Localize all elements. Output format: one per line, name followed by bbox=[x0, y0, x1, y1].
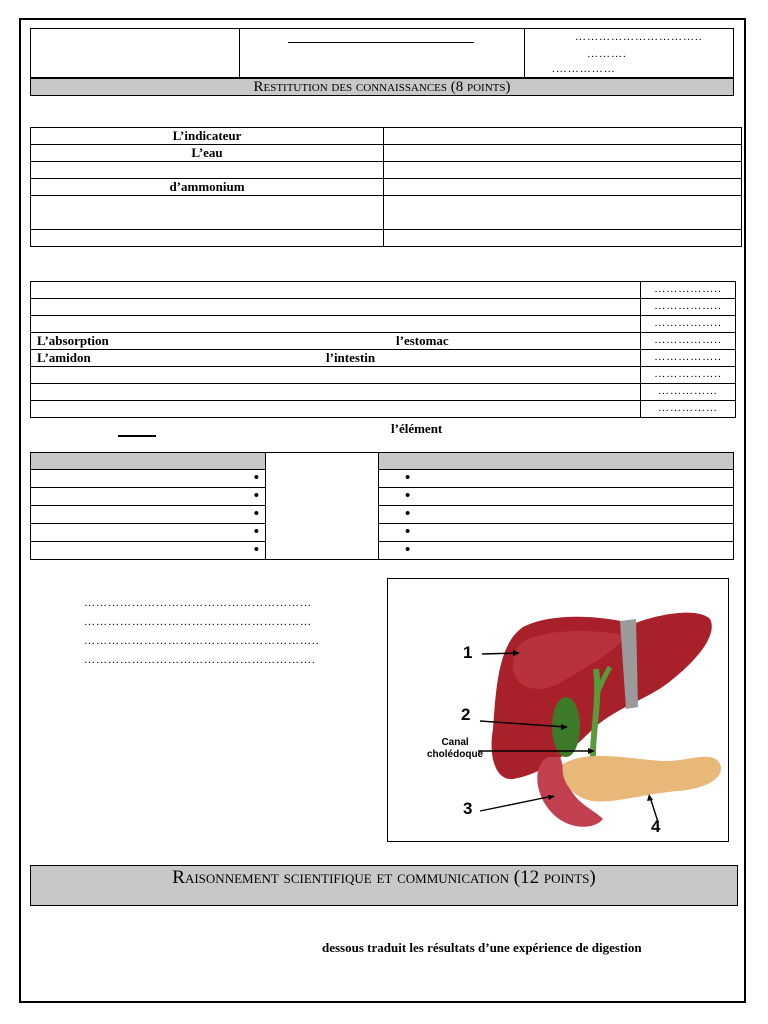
matching-middle-column bbox=[266, 453, 379, 560]
bullet-left: • bbox=[31, 488, 266, 506]
table-row bbox=[31, 196, 742, 230]
table-row bbox=[31, 230, 742, 247]
element-label: l’élément bbox=[391, 421, 443, 436]
statement-cell bbox=[31, 384, 641, 401]
bullet-left: • bbox=[31, 470, 266, 488]
table1-cell bbox=[384, 162, 742, 179]
answer-dots: …………… bbox=[641, 401, 736, 418]
statement-text-a: L’amidon bbox=[37, 350, 91, 365]
bullet-right: • bbox=[379, 488, 734, 506]
pancreas-shape bbox=[563, 756, 721, 802]
table1-cell: L’eau bbox=[31, 145, 384, 162]
statement-cell bbox=[31, 282, 641, 299]
statement-text-b: l’intestin bbox=[326, 350, 376, 365]
canal-label-line1: Canal bbox=[441, 737, 469, 748]
matching-header-right bbox=[379, 453, 734, 470]
indicator-table bbox=[30, 127, 742, 247]
table-row bbox=[31, 350, 736, 367]
statement-cell bbox=[31, 333, 641, 350]
matching-header-left bbox=[31, 453, 266, 470]
statement-cell bbox=[31, 401, 641, 418]
table-row bbox=[31, 145, 742, 162]
bullet-left: • bbox=[31, 524, 266, 542]
table-row bbox=[31, 367, 736, 384]
table-row bbox=[31, 384, 736, 401]
answer-line: ………………………………………………… bbox=[84, 616, 312, 628]
table1-cell bbox=[384, 196, 742, 230]
bullet-right: • bbox=[379, 470, 734, 488]
bullet-left: • bbox=[31, 506, 266, 524]
answer-dots: …………….. bbox=[641, 350, 736, 367]
table1-cell: d’ammonium bbox=[31, 179, 384, 196]
table-row bbox=[31, 299, 736, 316]
table-row bbox=[31, 470, 734, 488]
answer-line: ………………………………………………… bbox=[84, 597, 312, 609]
table1-cell bbox=[31, 196, 384, 230]
digestive-organs-figure bbox=[387, 578, 729, 842]
header-dots-3: .…………… bbox=[552, 63, 616, 75]
statement-cell bbox=[31, 299, 641, 316]
bullet-right: • bbox=[379, 542, 734, 560]
figure-label-canal bbox=[427, 737, 483, 761]
header-title-line bbox=[288, 42, 474, 43]
answer-dots: …………….. bbox=[641, 316, 736, 333]
statement-cell bbox=[31, 350, 641, 367]
table-row bbox=[31, 333, 736, 350]
table-row bbox=[31, 282, 736, 299]
table-row bbox=[31, 506, 734, 524]
header-cell-right bbox=[525, 29, 733, 77]
section2-banner: Raisonnement scientifique et communication (12 points) bbox=[30, 865, 738, 906]
header-cell-center bbox=[240, 29, 525, 77]
bullet-left: • bbox=[31, 542, 266, 560]
header-table bbox=[30, 28, 734, 78]
table1-cell bbox=[31, 230, 384, 247]
figure-label-4: 4 bbox=[651, 817, 661, 836]
header-dots-2: ………. bbox=[587, 48, 627, 60]
figure-label-2: 2 bbox=[461, 705, 471, 724]
table1-cell: L’indicateur bbox=[31, 128, 384, 145]
table-row bbox=[31, 128, 742, 145]
canal-label-line2: cholédoque bbox=[427, 749, 484, 760]
figure-label-3: 3 bbox=[463, 799, 473, 818]
table-row bbox=[31, 179, 742, 196]
statement-text-a: L’absorption bbox=[37, 333, 109, 348]
bullet-right: • bbox=[379, 506, 734, 524]
table-row bbox=[31, 488, 734, 506]
statement-cell bbox=[31, 367, 641, 384]
section1-banner: Restitution des connaissances (8 points) bbox=[30, 78, 734, 96]
header-cell-left bbox=[31, 29, 240, 77]
table1-cell bbox=[384, 145, 742, 162]
answer-dots: …………… bbox=[641, 384, 736, 401]
answer-line: ………………………………………………….. bbox=[84, 635, 320, 647]
answer-dots: …………….. bbox=[641, 282, 736, 299]
table1-cell bbox=[384, 128, 742, 145]
answer-line: …………………………………………………. bbox=[84, 654, 316, 666]
liver-pancreas-illustration bbox=[388, 579, 728, 841]
header-dots-1: ………………………….. bbox=[575, 31, 703, 43]
table1-cell bbox=[384, 230, 742, 247]
answer-dots: …………….. bbox=[641, 333, 736, 350]
statements-table bbox=[30, 281, 736, 418]
underline-mark bbox=[118, 435, 156, 437]
table-row bbox=[31, 316, 736, 333]
bullet-right: • bbox=[379, 524, 734, 542]
table-row bbox=[31, 542, 734, 560]
table-row bbox=[31, 453, 734, 470]
matching-table bbox=[30, 452, 734, 560]
statement-cell bbox=[31, 316, 641, 333]
figure-label-1: 1 bbox=[463, 643, 473, 662]
table-row bbox=[31, 162, 742, 179]
experiment-description: dessous traduit les résultats d’une expérience de digestion bbox=[322, 940, 642, 955]
answer-dots: …………….. bbox=[641, 367, 736, 384]
table-row bbox=[31, 524, 734, 542]
table1-cell bbox=[384, 179, 742, 196]
answer-dots: …………….. bbox=[641, 299, 736, 316]
table-row bbox=[31, 401, 736, 418]
table1-cell bbox=[31, 162, 384, 179]
statement-text-b: l’estomac bbox=[396, 333, 449, 348]
